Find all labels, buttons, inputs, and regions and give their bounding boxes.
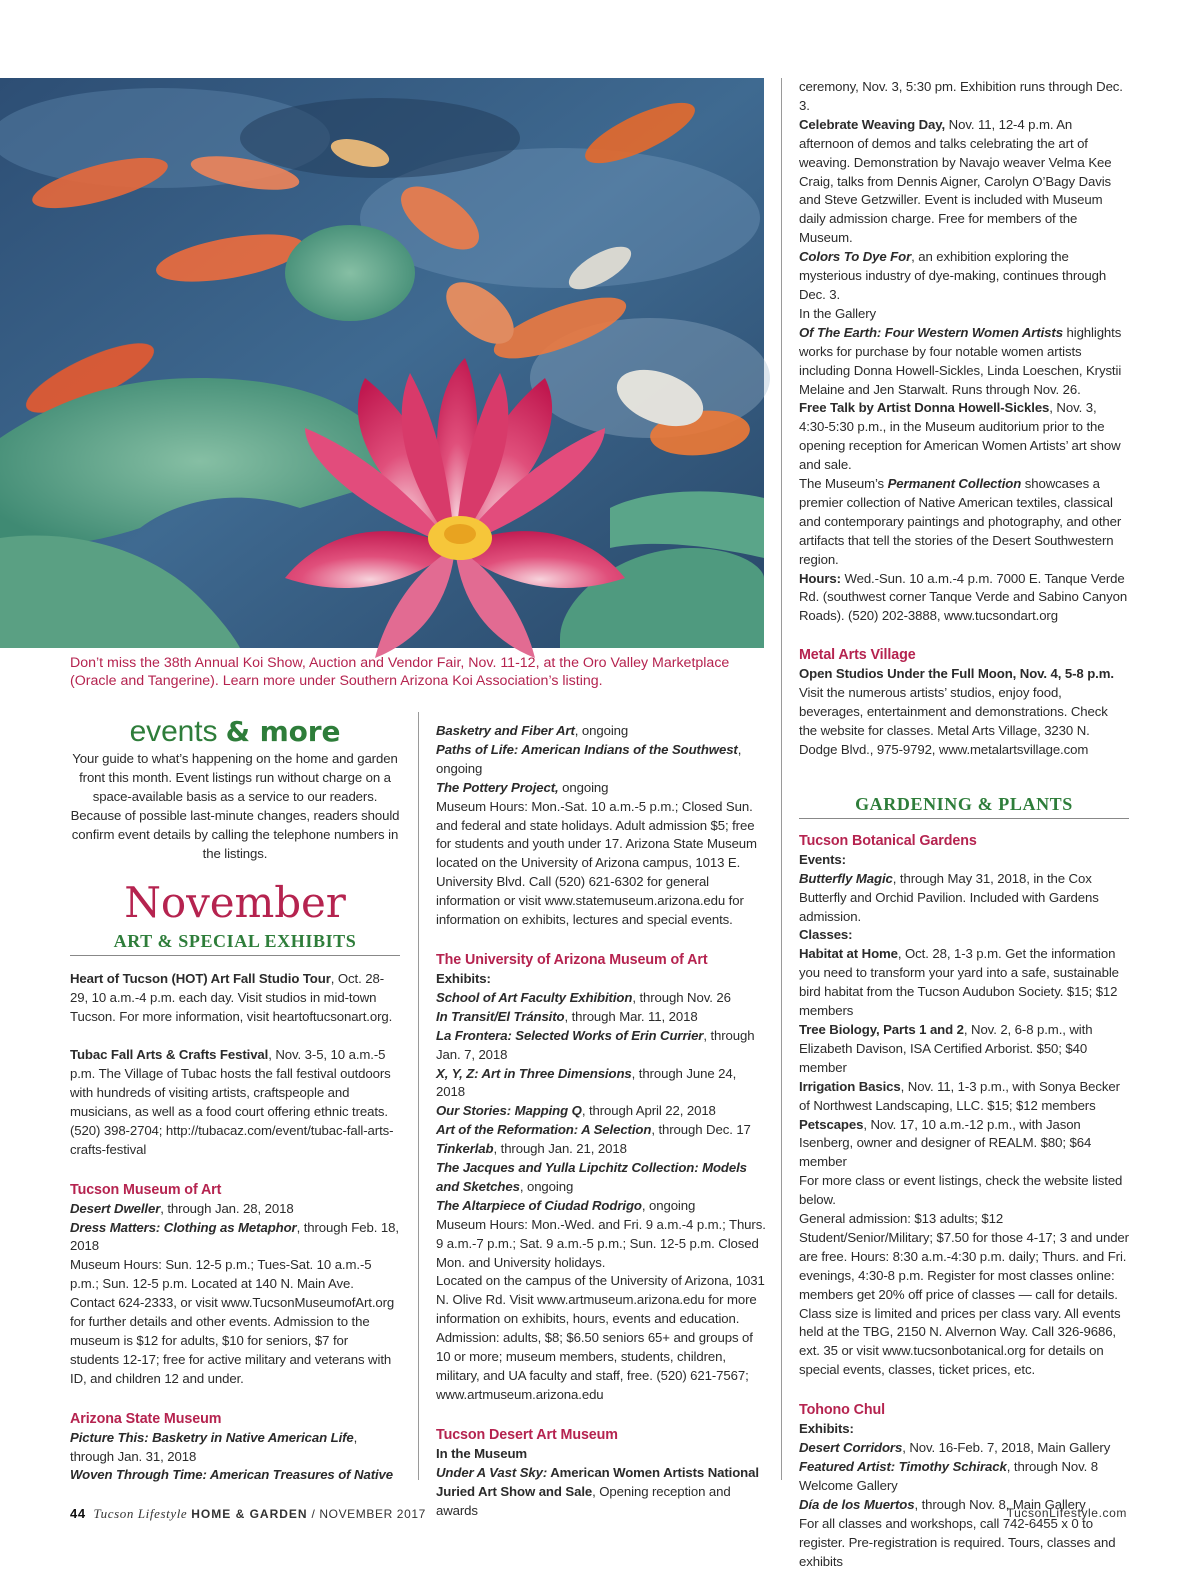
listing-text: , through May 31, 2018, in the Cox Butterfly and Orchid Pavilion. Included with Gardens admission. — [799, 870, 1099, 924]
listing-of-the-earth — [799, 324, 1129, 400]
exhibit-item — [436, 1464, 766, 1521]
sub-heading: In the Museum — [436, 1445, 528, 1461]
events-heading-light: events — [129, 715, 218, 748]
item-title: The Altarpiece of Ciudad Rodrigo — [436, 1197, 642, 1213]
listing-butterfly-magic — [799, 870, 1129, 927]
listing-title: Colors To Dye For — [799, 249, 912, 265]
exhibit-title: Dress Matters: Clothing as Metaphor — [70, 1219, 297, 1235]
item-text: , through Jan. 7, 2018 — [436, 1027, 755, 1062]
section-heading-art: ART & SPECIAL EXHIBITS — [70, 929, 400, 956]
section-heading-gardening: GARDENING & PLANTS — [799, 792, 1129, 819]
exhibit-title: Basketry and Fiber Art — [436, 723, 575, 738]
listing-title: Tubac Fall Arts & Crafts Festival — [70, 1047, 269, 1063]
page-number: 44 — [70, 1506, 86, 1521]
page-footer-right — [900, 1506, 1127, 1520]
exhibit-item — [70, 1200, 400, 1219]
column-1 — [70, 714, 400, 1485]
page-footer-left — [70, 1506, 426, 1522]
exhibit-item — [436, 779, 766, 798]
museum-hours — [799, 570, 1129, 627]
exhibit-title: Woven Through Time: American Treasures of Native — [70, 1467, 394, 1483]
website-link[interactable]: TucsonLifestyle.com — [1006, 1506, 1127, 1520]
item-title: The Jacques and Yulla Lipchitz Collection: Models and Sketches — [436, 1160, 747, 1194]
koi-pond-photo — [0, 78, 764, 648]
listing-title: Of The Earth: Four Western Women Artists — [799, 324, 1063, 340]
listing-title: Permanent Collection — [887, 476, 1022, 492]
events-heading-bold: & more — [225, 715, 341, 748]
listing-colors-to-dye — [799, 248, 1129, 305]
item-text: , through Nov. 8 Welcome Gallery — [799, 1459, 1099, 1493]
sub-heading: In the Gallery — [799, 305, 877, 321]
hours-label: Hours: — [799, 570, 841, 586]
exhibit-list — [436, 989, 766, 1216]
list-item — [436, 1197, 766, 1216]
venue-tucson-botanical-gardens: Tucson Botanical Gardens — [799, 832, 977, 849]
list-item — [436, 1027, 766, 1065]
listing-text: Visit the numerous artists’ studios, enjoy food, beverages, entertainment and demonstrations. Check the website for classes. Metal Arts Village, 3230 N. Dodge Blvd., 975-9792, www.metalartsvillage.com — [799, 685, 1108, 757]
koi-pond-water-lily-photo — [0, 78, 764, 648]
item-title: Featured Artist: Timothy Schirack — [799, 1459, 1007, 1474]
sub-heading: Open Studios Under the Full Moon, Nov. 4, 5-8 p.m. — [799, 666, 1114, 682]
magazine-brand: Tucson Lifestyle — [93, 1506, 188, 1521]
exhibits-label: Exhibits: — [799, 1421, 854, 1437]
list-item — [436, 1008, 766, 1027]
listing-free-talk — [799, 399, 1129, 475]
list-item — [799, 1116, 1129, 1173]
item-text: , through Mar. 11, 2018 — [564, 1008, 698, 1024]
exhibit-title: Paths of Life: American Indians of the Southwest — [436, 741, 738, 757]
hours-text: Wed.-Sun. 10 a.m.-4 p.m. 7000 E. Tanque Verde Rd. (southwest corner Tanque Verde and Sabino Canyon Roads). (520) 202-3888, www.tucsondart.org — [799, 570, 1128, 624]
classes-label: Classes: — [799, 927, 853, 943]
list-item — [799, 1021, 1129, 1078]
listing-text: , Nov. 3-5, 10 a.m.-5 p.m. The Village of Tubac hosts the fall festival outdoors with hundreds of visiting artists, craftspeople and musicians, as well as a food court offering ethnic treats. (520) 398-2704; http://tubacaz.com/event/tubac-fall-arts-crafts-festival — [70, 1047, 394, 1157]
item-text: , ongoing — [519, 1178, 574, 1194]
exhibit-title: Desert Dweller — [70, 1200, 161, 1216]
list-item — [436, 989, 766, 1008]
item-text: , Nov. 11, 1-3 p.m., with Sonya Becker of Northwest Landscaping, LLC. $15; $12 members — [799, 1078, 1120, 1113]
item-text: , ongoing — [641, 1197, 696, 1213]
listing-weaving-day — [799, 116, 1129, 248]
item-title: Our Stories: Mapping Q — [436, 1103, 582, 1119]
list-item — [799, 1439, 1129, 1458]
museum-hours: Museum Hours: Mon.-Wed. and Fri. 9 a.m.-4 p.m.; Thurs. 9 a.m.-7 p.m.; Sat. 9 a.m.-5 p.m.; Sun. 12-5 p.m. Closed Mon. and University holidays. — [436, 1216, 766, 1270]
item-title: Día de los Muertos — [799, 1496, 915, 1512]
listing-text: , an exhibition exploring the mysterious industry of dye-making, continues through Dec. 3. — [799, 249, 1107, 302]
list-item — [436, 1102, 766, 1121]
exhibits-label: Exhibits: — [436, 970, 491, 986]
item-text: , Nov. 2, 6-8 p.m., with Elizabeth Davison, ISA Certified Arborist. $50; $40 member — [799, 1021, 1093, 1075]
exhibit-dates: , through Jan. 31, 2018 — [70, 1429, 358, 1464]
exhibit-item — [70, 1466, 400, 1485]
item-text: , through Nov. 26 — [632, 989, 731, 1005]
exhibit-subtitle: American Women Artists National Juried Art Show and Sale — [436, 1464, 759, 1499]
item-title: Desert Corridors — [799, 1440, 903, 1456]
listing-text: , Oct. 28-29, 10 a.m.-4 p.m. each day. Visit studios in mid-town Tucson. For more information, visit heartoftucsonart.org. — [70, 971, 393, 1025]
exhibit-title: Picture This: Basketry in Native American Life — [70, 1429, 354, 1445]
venue-ua-museum-of-art: The University of Arizona Museum of Art — [436, 951, 708, 968]
class-list — [799, 945, 1129, 1172]
listing-tubac-festival — [70, 1046, 400, 1159]
exhibit-item — [70, 1429, 400, 1467]
item-text: , through Jan. 21, 2018 — [493, 1141, 627, 1157]
venue-arizona-state-museum: Arizona State Museum — [70, 1410, 222, 1427]
magazine-section: HOME & GARDEN — [191, 1507, 308, 1521]
venue-tucson-desert-art-museum: Tucson Desert Art Museum — [436, 1426, 618, 1443]
listing-text: highlights works for purchase by four notable women artists including Donna Howell-Sickles, Linda Loeschen, Krystii Melaine and Jen Starwalt. Runs through Nov. 26. — [799, 324, 1122, 397]
events-more-heading — [70, 714, 400, 750]
item-title: Habitat at Home — [799, 946, 898, 962]
item-title: Art of the Reformation: A Selection — [436, 1122, 652, 1138]
item-title: Tinkerlab — [436, 1141, 494, 1157]
list-item — [436, 1159, 766, 1197]
item-text: , Nov. 17, 10 a.m.-12 p.m., with Jason Isenberg, owner and designer of REALM. $80; $64 member — [799, 1116, 1092, 1170]
exhibit-dates: , Opening reception and awards — [436, 1483, 731, 1518]
listing-title: Celebrate Weaving Day, — [799, 116, 946, 132]
item-title: La Frontera: Selected Works of Erin Currier — [436, 1027, 704, 1043]
exhibit-item — [436, 722, 766, 741]
intro-paragraph: Your guide to what’s happening on the home and garden front this month. Event listings run without charge on a space-available basis as a service to our readers. Because of possible last-minute changes, readers should confirm event details by calling the telephone numbers in the listings. — [70, 751, 400, 861]
photo-caption: Don’t miss the 38th Annual Koi Show, Auction and Vendor Fair, Nov. 11-12, at the Oro Valley Marketplace (Oracle and Tangerine). Learn more under Southern Arizona Koi Association’s listing. — [70, 655, 730, 689]
listing-text: For all classes and workshops, call 742-6455 x 0 to register. Pre-registration is required. Tours, classes and exhibits — [799, 1515, 1116, 1569]
issue-date: / NOVEMBER 2017 — [311, 1507, 426, 1521]
listing-text: Nov. 11, 12-4 p.m. An afternoon of demos and talks celebrating the art of weaving. Demonstration by Navajo weaver Velma Kee Craig, talks from Dennis Aigner, Carolyn O’Bagy Davis and Steve Getzwiller. Event is included with Museum daily admission charge. Free for members of the Museum. — [799, 116, 1112, 246]
column-2 — [436, 722, 766, 1520]
item-text: , through Nov. 8, Main Gallery — [914, 1496, 1086, 1512]
continued-text: ceremony, Nov. 3, 5:30 pm. Exhibition runs through Dec. 3. — [799, 79, 1123, 113]
listing-title: Heart of Tucson (HOT) Art Fall Studio Tour — [70, 971, 331, 987]
garden-info: General admission: $13 adults; $12 Student/Senior/Military; $7.50 for those 4-17; 3 and under are free. Hours: 8:30 a.m.-4:30 p.m. daily; Thurs. and Fri. evenings, 4:30-8 p.m. Register for most classes online: members get 20% off price of classes — call for details. Class size is limited and prices per class vary. All events held at the TBG, 2150 N. Alvernon Way. Call 326-9686, ext. 35 or visit www.tucsonbotanical.org for details on special events, classes, ticket prices, etc. — [799, 1211, 1129, 1378]
item-title: Petscapes — [799, 1116, 864, 1132]
item-text: , through June 24, 2018 — [436, 1065, 737, 1100]
venue-tucson-museum-of-art: Tucson Museum of Art — [70, 1181, 222, 1198]
listing-title: Butterfly Magic — [799, 870, 893, 886]
exhibit-dates: , through Feb. 18, 2018 — [70, 1219, 399, 1254]
item-title: In Transit/El Tránsito — [436, 1008, 565, 1024]
item-text: , through April 22, 2018 — [581, 1103, 716, 1119]
item-text: , Nov. 16-Feb. 7, 2018, Main Gallery — [902, 1440, 1111, 1456]
museum-info: Museum Hours: Mon.-Sat. 10 a.m.-5 p.m.; Closed Sun. and federal and state holidays. Adult admission $5; free for students and youth under 17. Arizona State Museum located on the University of Arizona campus, 1013 E. University Blvd. Call (520) 621-6302 for general information or visit www.statemuseum.arizona.edu for information on exhibits, lectures and special events. — [436, 798, 757, 928]
item-title: X, Y, Z: Art in Three Dimensions — [436, 1065, 632, 1081]
list-item — [799, 1458, 1129, 1496]
column-divider — [418, 712, 419, 1480]
list-item — [799, 1078, 1129, 1116]
exhibit-title: Under A Vast Sky: — [436, 1464, 548, 1480]
column-3 — [799, 78, 1129, 1571]
item-text: , Oct. 28, 1-3 p.m. Get the information you need to transform your yard into a safe, sustainable bird habitat from the Tucson Audubon Society. $15; $12 members — [799, 946, 1119, 1019]
exhibit-item — [70, 1219, 400, 1257]
listing-text: The Museum’s — [799, 476, 888, 492]
museum-info: Museum Hours: Sun. 12-5 p.m.; Tues-Sat. 10 a.m.-5 p.m.; Sun. 12-5 p.m. Located at 140 N. Main Ave. Contact 624-2333, or visit www.TucsonMuseumofArt.org for further details and other events. Admission to the museum is $12 for adults, $10 for seniors, $7 for students 12-17; free for active military and veterans with ID, and children 12 and under. — [70, 1257, 395, 1386]
venue-tohono-chul: Tohono Chul — [799, 1402, 885, 1419]
listing-text: For more class or event listings, check the website listed below. — [799, 1173, 1123, 1208]
list-item — [436, 1065, 766, 1103]
listing-hot-tour — [70, 970, 400, 1027]
list-item — [799, 945, 1129, 1021]
list-item — [436, 1121, 766, 1140]
column-divider — [781, 78, 782, 1480]
museum-info: Located on the campus of the University of Arizona, 1031 N. Olive Rd. Visit www.artmuseum.arizona.edu for more information on exhibits, hours, events and education. Admission: adults, $8; $6.50 seniors 65+ and groups of 10 or more; museum members, students, children, military, and UA faculty and staff, free. (520) 621-7567; www.artmuseum.arizona.edu — [436, 1273, 765, 1402]
item-text: , through Dec. 17 — [651, 1122, 751, 1138]
exhibit-dates: , ongoing — [436, 741, 742, 776]
exhibit-title: The Pottery Project, — [436, 779, 559, 795]
item-title: Tree Biology, Parts 1 and 2 — [799, 1021, 964, 1037]
events-label: Events: — [799, 851, 846, 867]
item-title: School of Art Faculty Exhibition — [436, 989, 633, 1005]
item-title: Irrigation Basics — [799, 1078, 901, 1094]
listing-permanent-collection — [799, 475, 1129, 570]
exhibit-list — [799, 1439, 1129, 1515]
listing-text: , Nov. 3, 4:30-5:30 p.m., in the Museum auditorium prior to the opening reception for American Women Artists’ art show and sale. — [799, 400, 1121, 473]
exhibit-dates: , through Jan. 28, 2018 — [160, 1200, 294, 1216]
venue-metal-arts-village: Metal Arts Village — [799, 647, 916, 664]
list-item — [436, 1140, 766, 1159]
exhibit-item — [436, 741, 766, 779]
exhibit-dates: ongoing — [558, 779, 609, 795]
month-title: November — [124, 878, 346, 928]
listing-text: showcases a premier collection of Native American textiles, classical and contemporary paintings and photography, and other artifacts that tell the stories of the Desert Southwestern region. — [799, 476, 1122, 567]
listing-title: Free Talk by Artist Donna Howell-Sickles — [799, 400, 1050, 416]
exhibit-dates: , ongoing — [574, 723, 629, 738]
